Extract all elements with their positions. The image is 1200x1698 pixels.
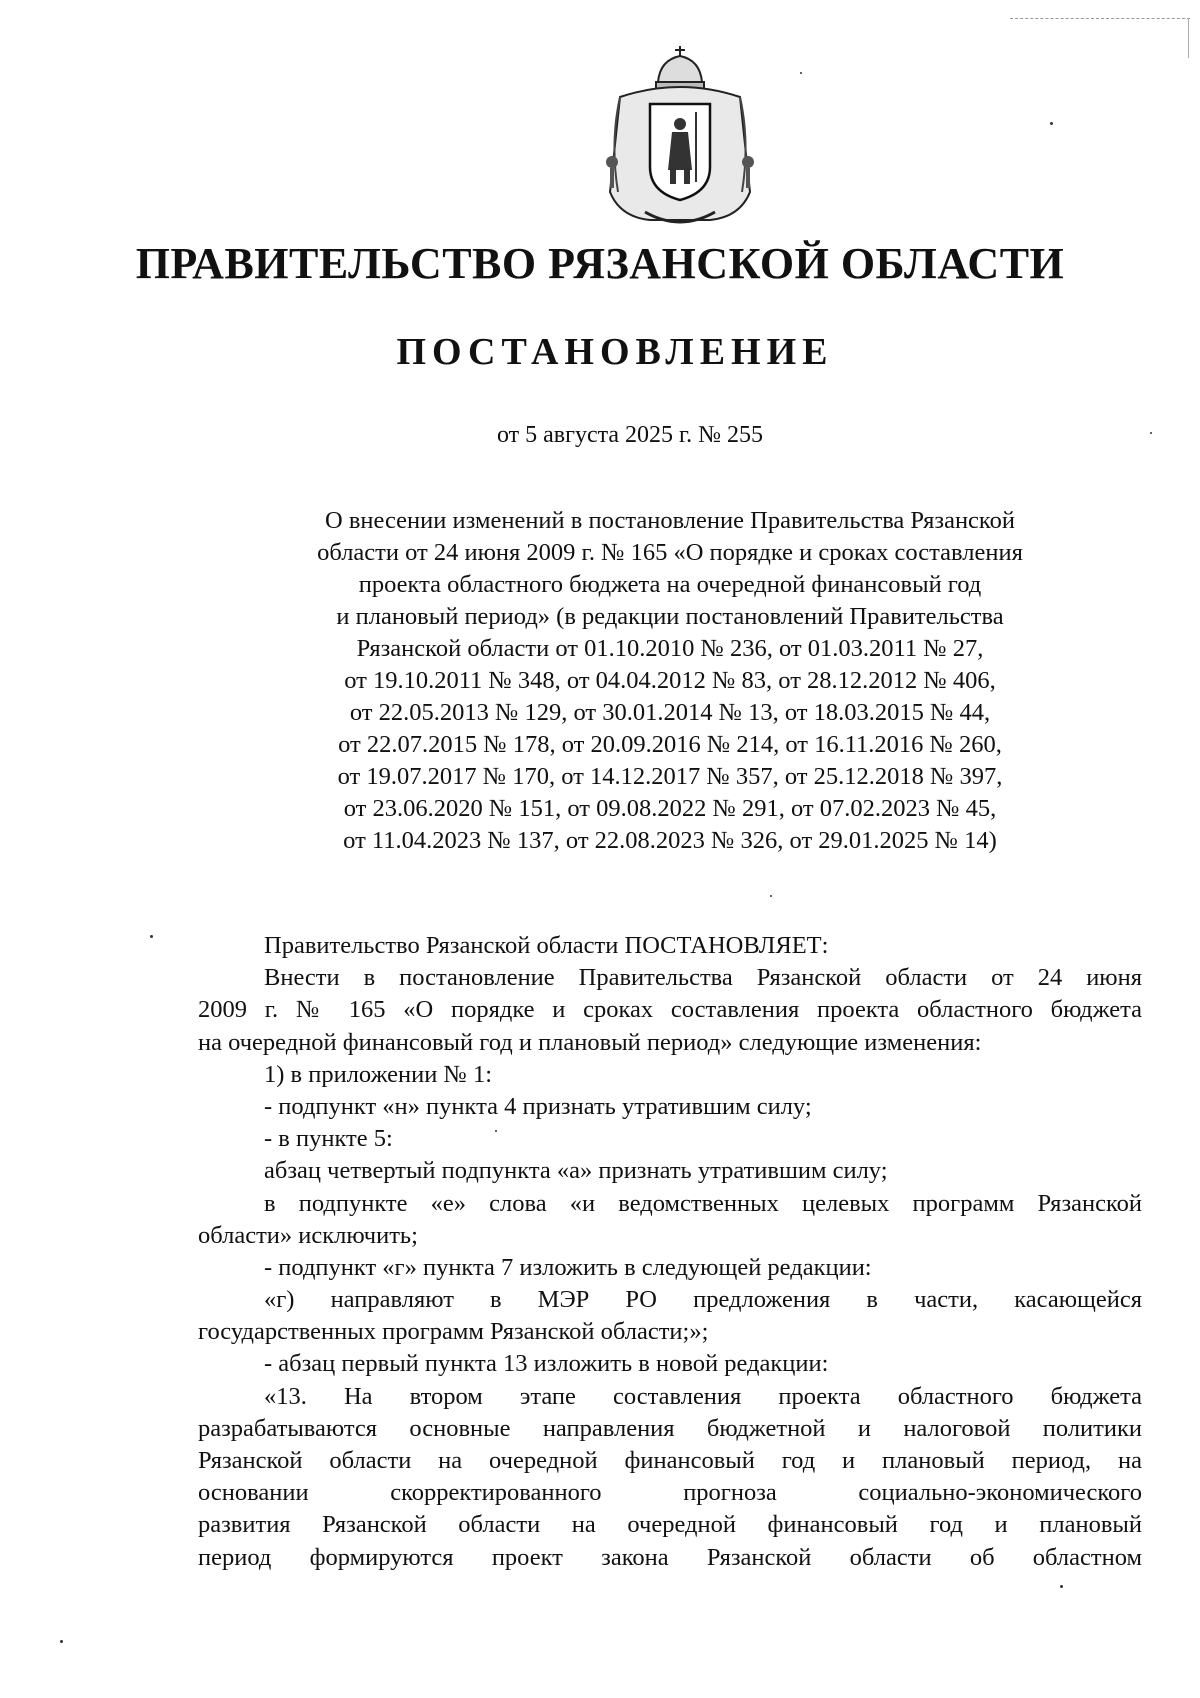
body-line: области» исключить;: [198, 1221, 418, 1249]
government-title: ПРАВИТЕЛЬСТВО РЯЗАНСКОЙ ОБЛАСТИ: [135, 239, 1065, 288]
subject-line: проекта областного бюджета на очередной финансовый год: [358, 571, 982, 598]
scan-speck: [1050, 122, 1053, 125]
body-line: в подпункте «е» слова «и ведомственных целевых программ Рязанской: [264, 1189, 1142, 1217]
document-subject: [200, 505, 1140, 857]
subject-line: от 11.04.2023 № 137, от 22.08.2023 № 326, от 29.01.2025 № 14): [343, 827, 997, 854]
body-line: Внести в постановление Правительства Рязанской области от 24 июня: [264, 964, 1142, 992]
scan-speck: [1060, 1585, 1063, 1588]
body-line: - подпункт «г» пункта 7 изложить в следующей редакции:: [264, 1253, 872, 1281]
scan-speck: [800, 72, 802, 74]
subject-line: области от 24 июня 2009 г. № 165 «О порядке и сроках составления: [317, 539, 1023, 566]
body-line: Правительство Рязанской области ПОСТАНОВЛЯЕТ:: [264, 932, 829, 959]
subject-line: от 23.06.2020 № 151, от 09.08.2022 № 291, от 07.02.2023 № 45,: [343, 795, 997, 822]
scan-speck: [60, 1640, 63, 1643]
scan-edge-line: [1010, 18, 1190, 20]
body-line: государственных программ Рязанской области;»;: [198, 1318, 709, 1346]
subject-line: Рязанской области от 01.10.2010 № 236, от 01.03.2011 № 27,: [356, 635, 984, 662]
body-line: абзац четвертый подпункта «а» признать утратившим силу;: [264, 1157, 888, 1185]
subject-line: от 22.05.2013 № 129, от 30.01.2014 № 13, от 18.03.2015 № 44,: [349, 699, 991, 726]
body-line: «г) направляют в МЭР РО предложения в части, касающейся: [264, 1286, 1142, 1314]
body-line: разрабатываются основные направления бюджетной и налоговой политики: [198, 1414, 1142, 1442]
body-line: 2009 г. № 165 «О порядке и сроках составления проекта областного бюджета: [198, 996, 1142, 1024]
scan-speck: [495, 1130, 497, 1132]
scan-edge-line: [1188, 18, 1189, 58]
body-line: основании скорректированного прогноза социально-экономического: [198, 1479, 1142, 1507]
subject-line: от 19.10.2011 № 348, от 04.04.2012 № 83, от 28.12.2012 № 406,: [344, 667, 996, 694]
body-line: развития Рязанской области на очередной финансовый год и плановый: [198, 1511, 1142, 1539]
scan-speck: [770, 895, 772, 897]
body-line: - в пункте 5:: [264, 1125, 393, 1153]
subject-line: О внесении изменений в постановление Правительства Рязанской: [325, 507, 1015, 534]
document-date: от 5 августа 2025 г. № 255: [496, 422, 764, 448]
body-line: Рязанской области на очередной финансовый год и плановый период, на: [198, 1447, 1142, 1474]
document-body: [198, 930, 1142, 1574]
body-line: - абзац первый пункта 13 изложить в новой редакции:: [264, 1350, 829, 1378]
subject-line: от 19.07.2017 № 170, от 14.12.2017 № 357, от 25.12.2018 № 397,: [337, 763, 1003, 790]
coat-of-arms-icon: [590, 42, 770, 237]
body-line: период формируются проект закона Рязанской области об областном: [198, 1543, 1142, 1571]
subject-line: и плановый период» (в редакции постановлений Правительства: [336, 603, 1004, 630]
scan-speck: [150, 935, 153, 938]
body-line: 1) в приложении № 1:: [264, 1060, 493, 1088]
body-line: - подпункт «н» пункта 4 признать утратившим силу;: [264, 1092, 812, 1120]
document-type: ПОСТАНОВЛЕНИЕ: [396, 331, 834, 373]
scan-speck: [1150, 432, 1152, 434]
body-line: «13. На втором этапе составления проекта областного бюджета: [264, 1382, 1142, 1410]
subject-line: от 22.07.2015 № 178, от 20.09.2016 № 214, от 16.11.2016 № 260,: [338, 731, 1002, 758]
body-line: на очередной финансовый год и плановый период» следующие изменения:: [198, 1028, 982, 1056]
